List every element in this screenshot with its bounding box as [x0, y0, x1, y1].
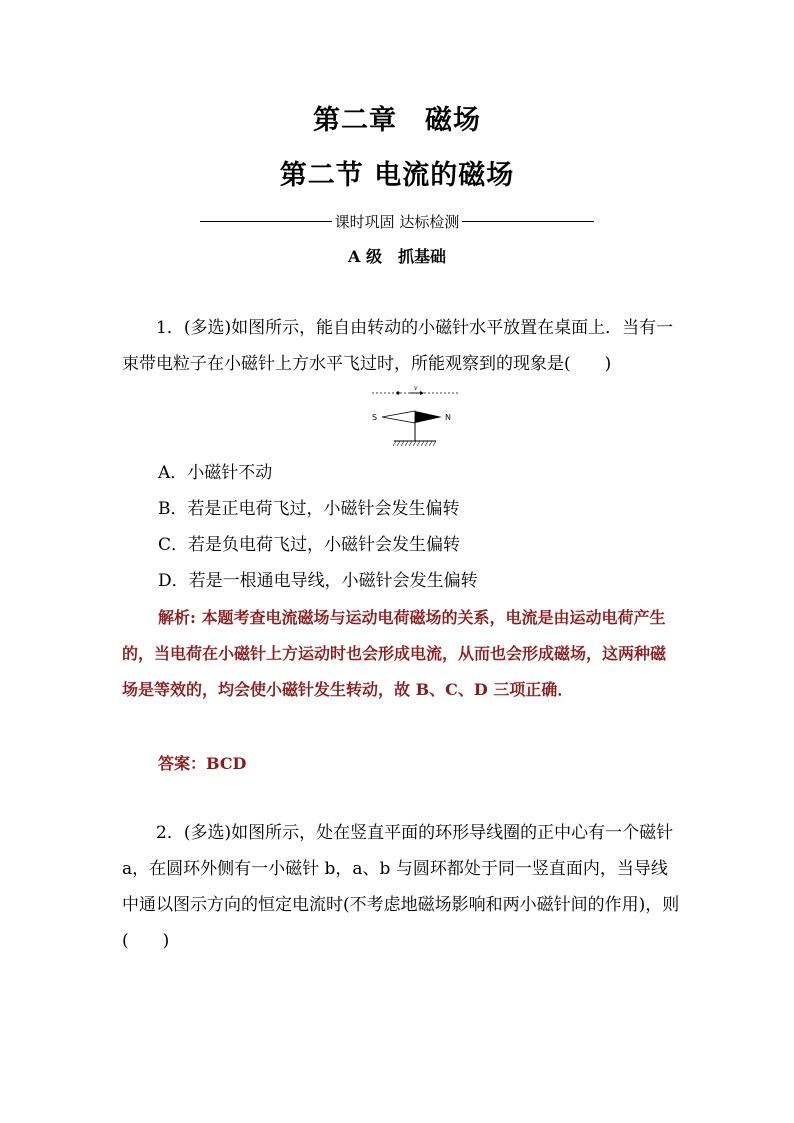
option-c: C．若是负电荷飞过，小磁针会发生偏转 [158, 535, 461, 555]
option-d: D．若是一根通电导线，小磁针会发生偏转 [158, 571, 478, 591]
question-1-text: 1．(多选)如图所示，能自由转动的小磁针水平放置在桌面上．当有一束带电粒子在小磁针上方水平飞过时，所能观察到的现象是( ) [122, 318, 674, 374]
analysis-text: 本题考查电流磁场与运动电荷磁场的关系，电流是由运动电荷产生的，当电荷在小磁针上方运动时也会形成电流，从而也会形成磁场，这两种磁场是等效的，均会使小磁针发生转动，故 B、C、D 三项正确． [122, 608, 667, 699]
south-label: S [372, 413, 378, 422]
north-label: N [445, 413, 451, 422]
option-b: B．若是正电荷飞过，小磁针会发生偏转 [158, 499, 460, 519]
banner [200, 211, 594, 231]
analysis-label: 解析: [158, 608, 196, 627]
chapter-name: 磁场 [425, 105, 481, 136]
velocity-label: v [414, 385, 418, 392]
banner-text: 课时巩固 达标检测 [334, 212, 460, 231]
section-title: 第二节 电流的磁场 [279, 160, 515, 191]
particle-dot [396, 391, 399, 394]
chapter-title [0, 98, 794, 137]
banner-right-line [462, 221, 594, 222]
velocity-arrow-head [420, 391, 424, 395]
table-hatch [393, 441, 436, 446]
answer: 答案：BCD [158, 754, 247, 773]
compass-figure [370, 383, 460, 449]
needle-north [415, 411, 442, 423]
chapter-number: 第二章 [313, 105, 397, 136]
level-heading: A 级 抓基础 [348, 247, 446, 266]
analysis [122, 600, 674, 708]
question-2-text: 2．(多选)如图所示，处在竖直平面的环形导线圈的正中心有一个磁针 a，在圆环外侧有一小磁针 b，a、b 与圆环都处于同一竖直面内，当导线中通以图示方向的恒定电流时(不考虑地磁场影响和两小磁针间的作用)，则( ) [122, 823, 680, 951]
banner-left-line [200, 221, 332, 222]
option-a: A．小磁针不动 [158, 463, 273, 483]
needle-south [382, 411, 415, 423]
